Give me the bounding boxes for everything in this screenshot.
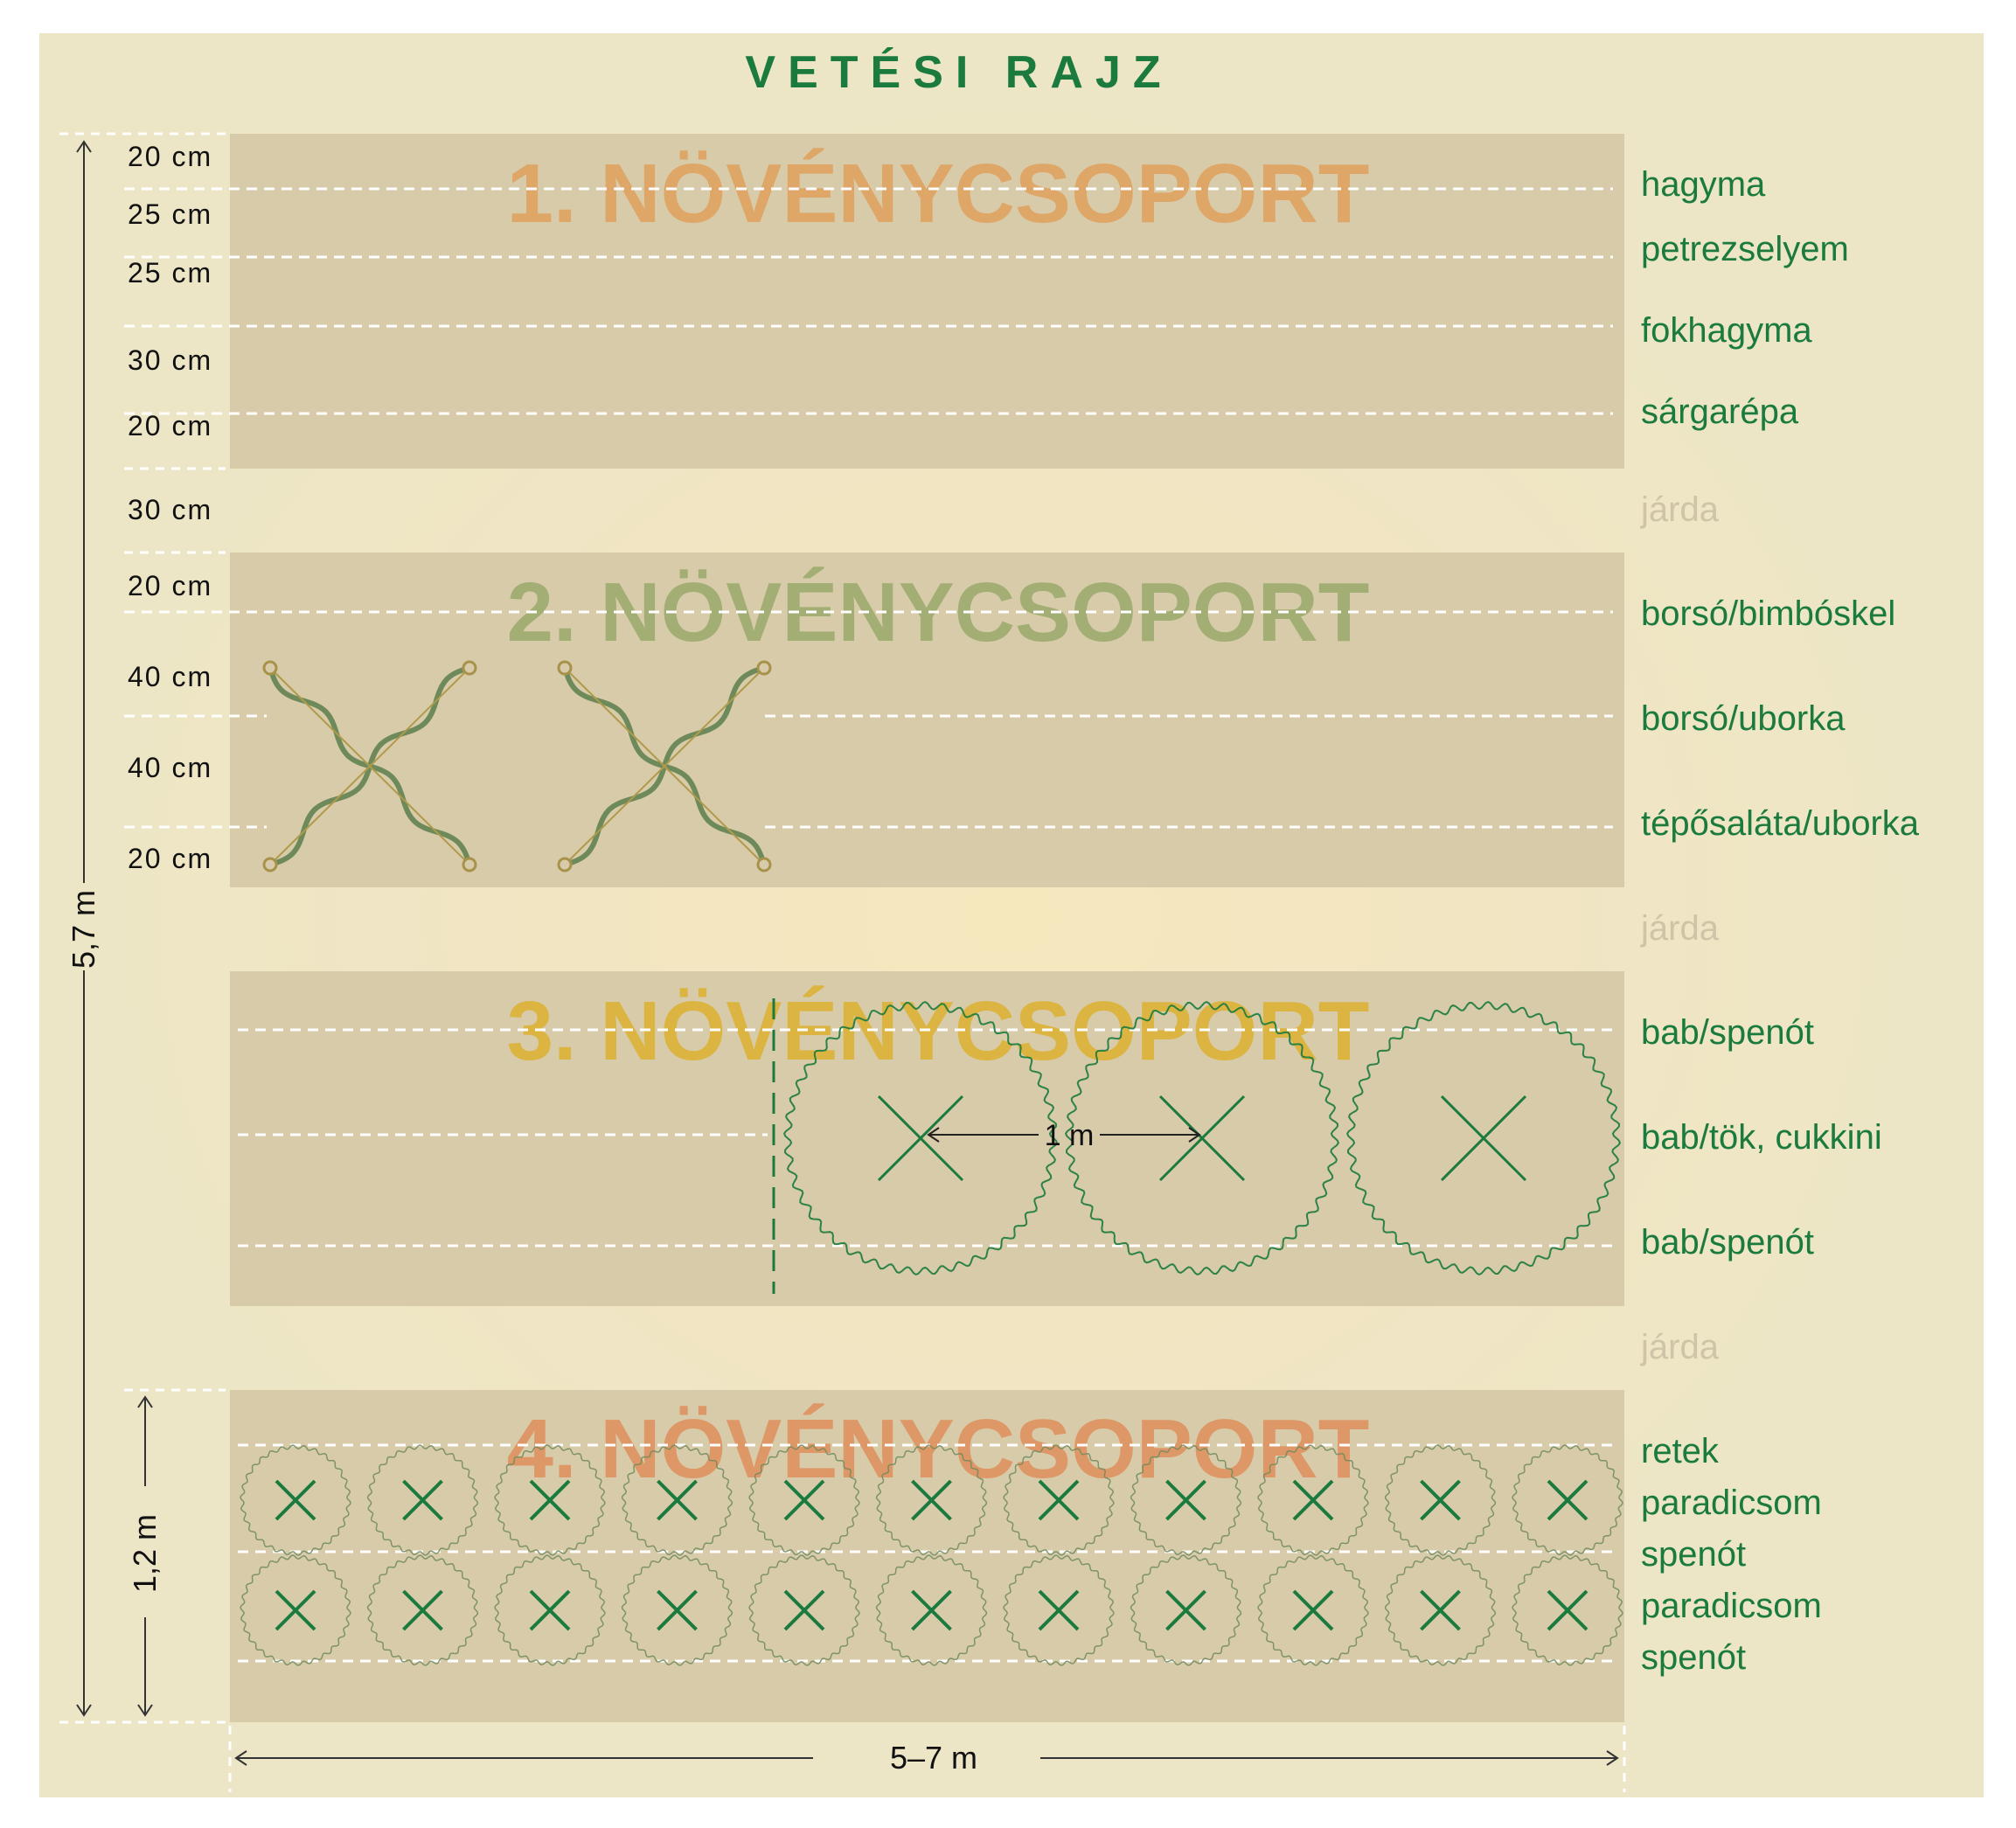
- row-label: retek: [1641, 1432, 1719, 1470]
- row-label: fokhagyma: [1641, 311, 1812, 350]
- spacing-label: 20 cm: [128, 843, 213, 874]
- row-label: paradicsom: [1641, 1587, 1822, 1625]
- row-label: petrezselyem: [1641, 230, 1849, 268]
- group4-height-label: 1,2 m: [127, 1513, 163, 1594]
- row-label: tépősaláta/uborka: [1641, 804, 1920, 843]
- group-4-label: 4. NÖVÉNYCSOPORT: [506, 1402, 1370, 1496]
- spacing-label: 25 cm: [128, 257, 213, 288]
- spacing-label: 30 cm: [128, 494, 213, 525]
- row-label: sárgarépa: [1641, 393, 1799, 431]
- diagram-title: VETÉSI RAJZ: [745, 47, 1173, 98]
- walkway-label: járda: [1641, 1328, 1719, 1366]
- row-label: borsó/bimbóskel: [1641, 594, 1896, 633]
- group-3-label: 3. NÖVÉNYCSOPORT: [506, 984, 1370, 1078]
- row-label: spenót: [1641, 1638, 1747, 1677]
- row-label: borsó/uborka: [1641, 699, 1846, 738]
- walkway-label: járda: [1641, 490, 1719, 529]
- row-label: bab/tök, cukkini: [1641, 1118, 1882, 1157]
- spacing-label: 20 cm: [128, 570, 213, 601]
- group-2-label: 2. NÖVÉNYCSOPORT: [506, 566, 1370, 659]
- spacing-label: 25 cm: [128, 198, 213, 230]
- row-label: bab/spenót: [1641, 1013, 1814, 1052]
- spacing-label: 30 cm: [128, 344, 213, 376]
- row-label: hagyma: [1641, 165, 1766, 204]
- height-dimension-label: 5,7 m: [66, 889, 101, 970]
- row-label: paradicsom: [1641, 1484, 1822, 1522]
- group-1-label: 1. NÖVÉNYCSOPORT: [506, 147, 1370, 240]
- row-label: spenót: [1641, 1535, 1747, 1574]
- width-dimension-label: 5–7 m: [889, 1740, 978, 1776]
- walkway-label: járda: [1641, 909, 1719, 948]
- spacing-label: 20 cm: [128, 410, 213, 441]
- spacing-label: 20 cm: [128, 141, 213, 172]
- row-label: bab/spenót: [1641, 1223, 1814, 1262]
- spacing-label: 40 cm: [128, 661, 213, 692]
- plant-distance-label: 1 m: [1044, 1119, 1095, 1152]
- spacing-label: 40 cm: [128, 752, 213, 783]
